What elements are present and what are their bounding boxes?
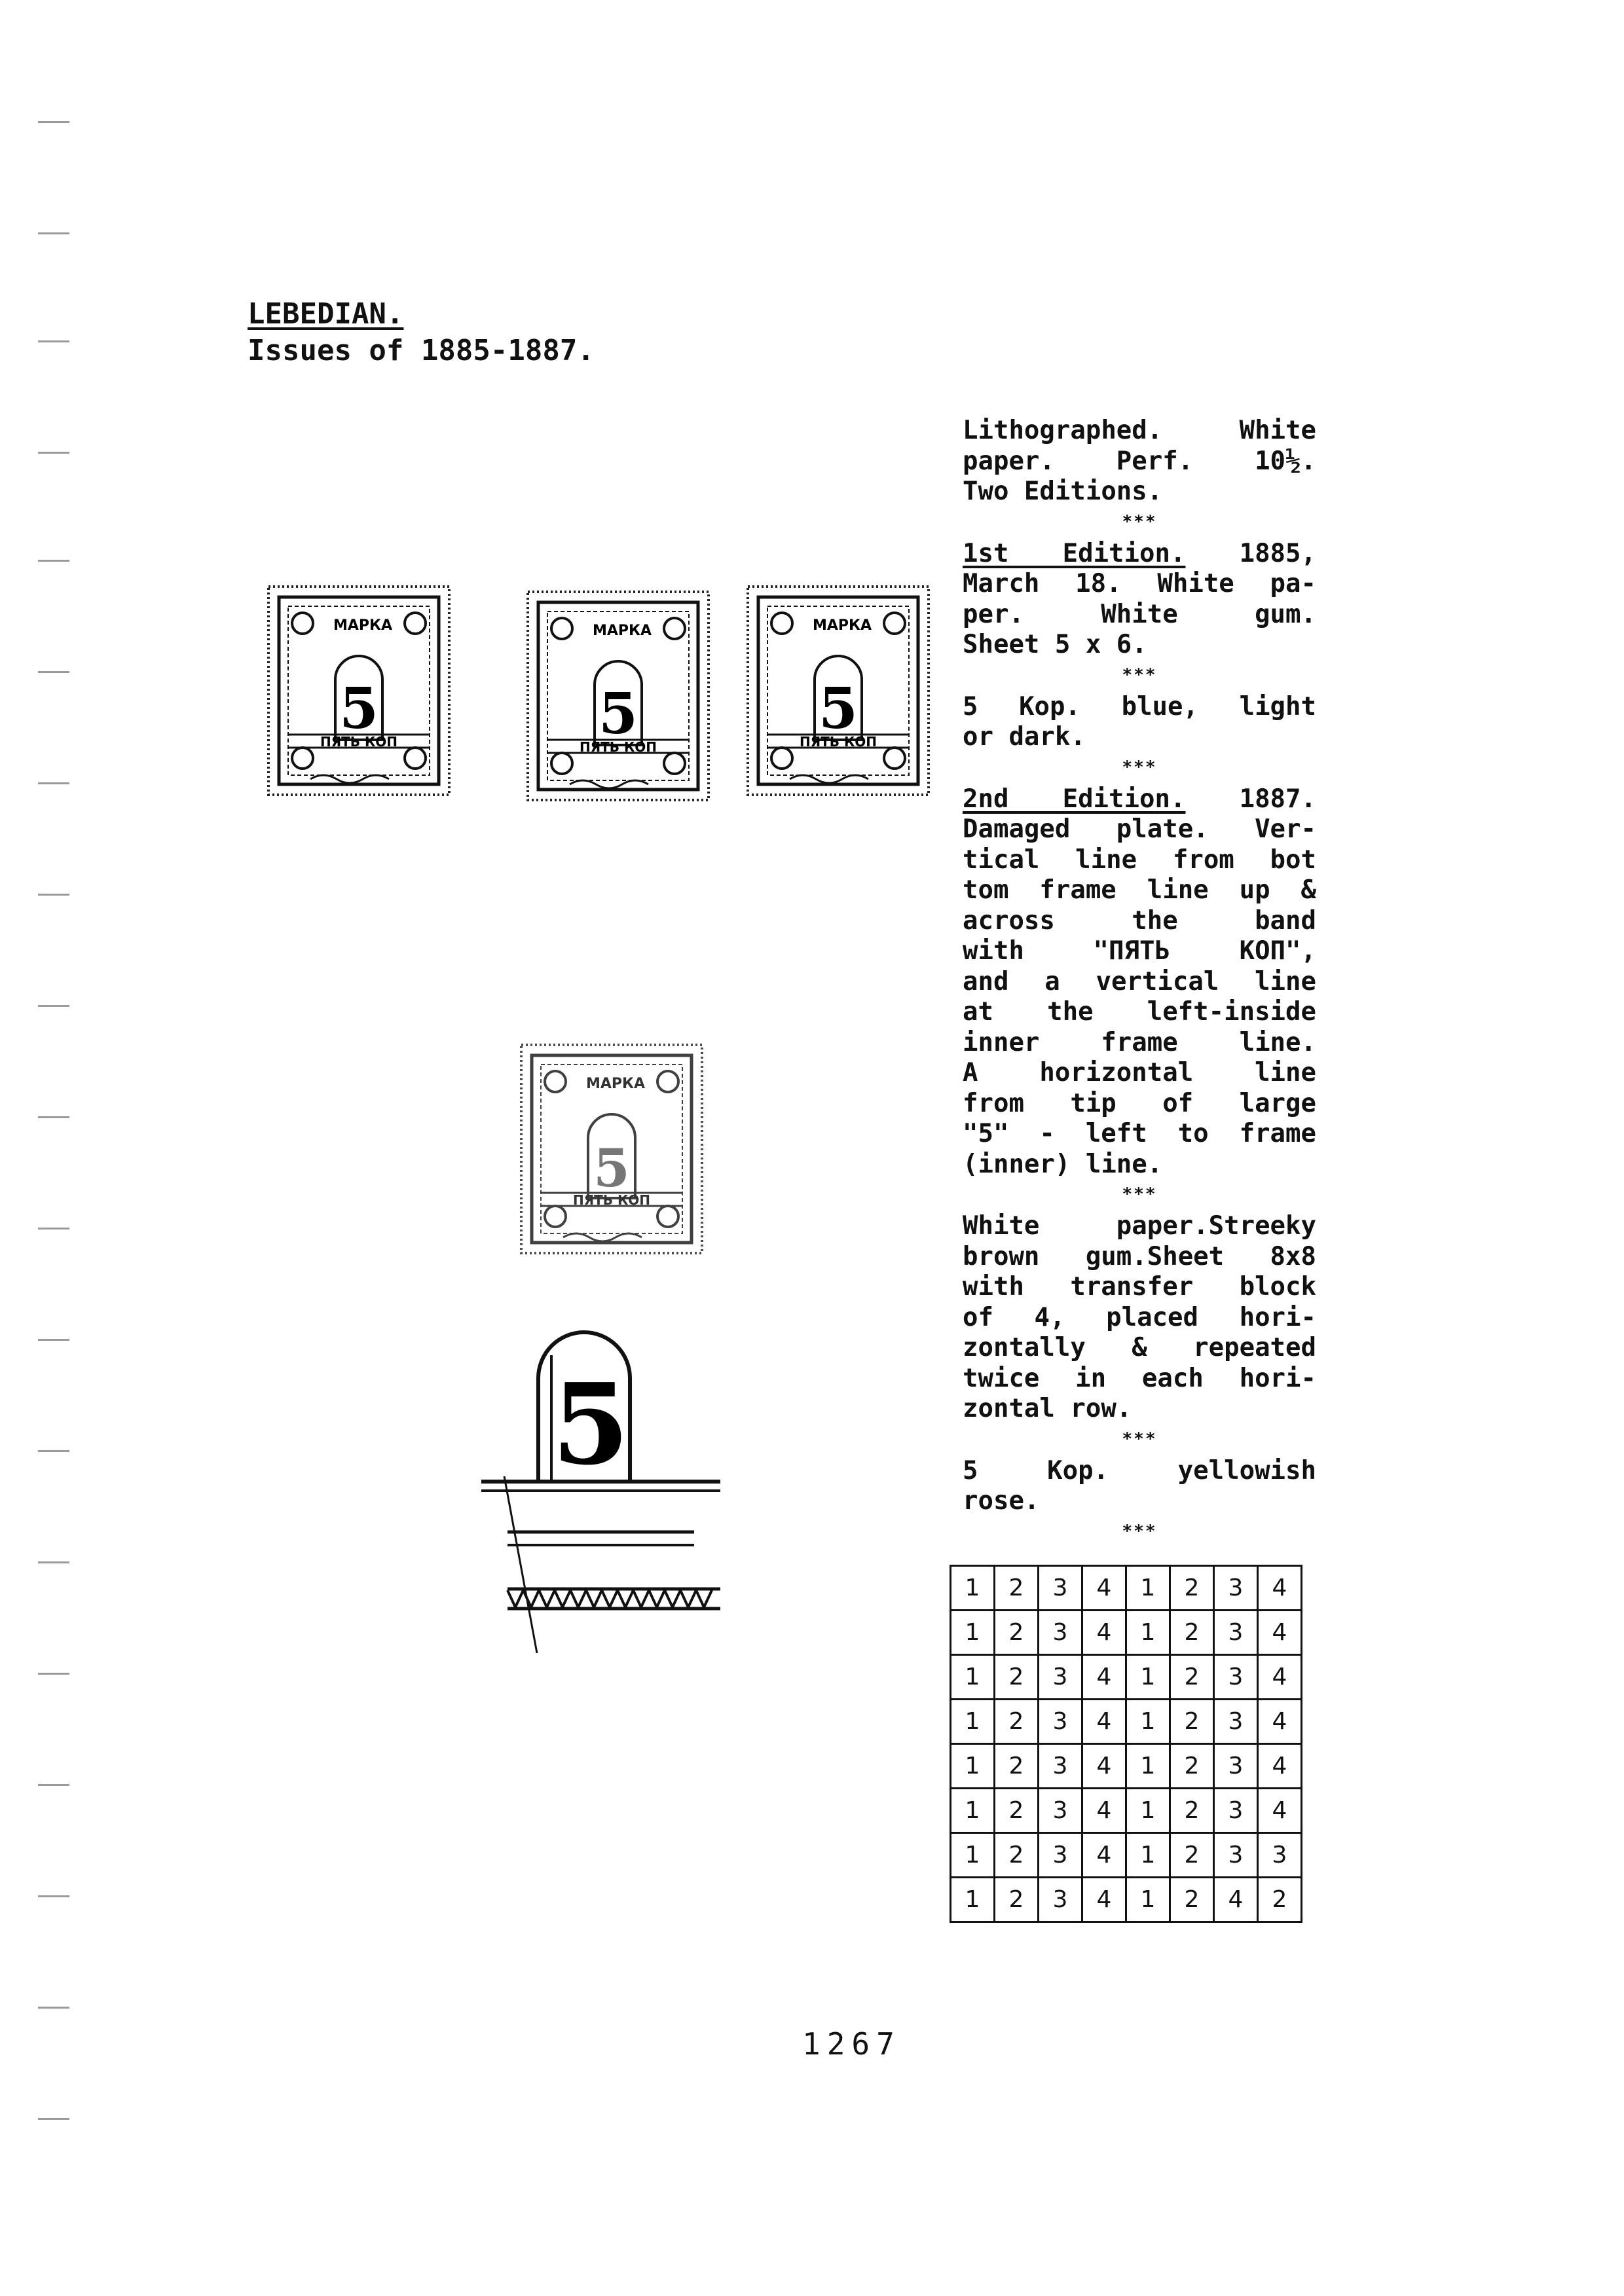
grid-row (951, 1611, 1302, 1655)
stamp-4-top-text: МАРКА (585, 1076, 646, 1092)
stamp-2 (524, 588, 714, 807)
grid-cell: 2 (995, 1789, 1039, 1833)
grid-cell: 3 (1039, 1833, 1082, 1878)
grid-cell: 2 (1170, 1833, 1214, 1878)
grid-cell: 3 (1039, 1744, 1082, 1789)
grid-cell: 2 (995, 1700, 1039, 1744)
grid-cell: 3 (1039, 1789, 1082, 1833)
heading-subtitle: Issues of 1885-1887. (248, 334, 595, 367)
grid-cell: 3 (1258, 1833, 1302, 1878)
grid-cell: 3 (1039, 1700, 1082, 1744)
grid-cell: 2 (1170, 1655, 1214, 1700)
grid-cell: 4 (1082, 1611, 1126, 1655)
ed1-year: 1885, (1185, 538, 1316, 568)
grid-cell: 2 (1170, 1878, 1214, 1922)
grid-cell: 3 (1214, 1700, 1258, 1744)
grid-cell: 4 (1082, 1878, 1126, 1922)
stamp-3-value: 5 (819, 676, 858, 742)
grid-cell: 4 (1082, 1566, 1126, 1611)
grid-cell: 4 (1258, 1700, 1302, 1744)
grid-cell: 2 (995, 1744, 1039, 1789)
grid-cell: 3 (1039, 1878, 1082, 1922)
ed2-line: inner frame line. (963, 1027, 1316, 1057)
ed1-line-3: Sheet 5 x 6. (963, 630, 1147, 659)
grid-row (951, 1789, 1302, 1833)
grid-cell: 2 (995, 1611, 1039, 1655)
grid-cell: 4 (1258, 1655, 1302, 1700)
grid-cell: 4 (1214, 1878, 1258, 1922)
kop5b-line-1: 5 Kop. yellowish (963, 1455, 1316, 1485)
grid-row (951, 1700, 1302, 1744)
grid-cell: 2 (1170, 1700, 1214, 1744)
paper-line: with transfer block (963, 1272, 1316, 1302)
stamp-3 (744, 583, 934, 801)
grid-cell: 2 (1258, 1878, 1302, 1922)
ed2-line: A horizontal line (963, 1058, 1316, 1087)
separator-stars: *** (1122, 1521, 1157, 1541)
ed1-line-1: March 18. White pa- (963, 569, 1316, 598)
grid-cell: 3 (1039, 1655, 1082, 1700)
grid-cell: 1 (951, 1833, 995, 1878)
grid-cell: 1 (951, 1611, 995, 1655)
grid-cell: 1 (1126, 1611, 1170, 1655)
ed2-line: at the left-inside (963, 997, 1316, 1027)
sheet-layout-grid (950, 1565, 1302, 1923)
intro-line-2: paper. Perf. 10½. (963, 446, 1316, 476)
grid-cell: 1 (1126, 1878, 1170, 1922)
ed2-line: tom frame line up & (963, 875, 1316, 905)
ed1-heading (963, 539, 1316, 570)
grid-row (951, 1878, 1302, 1922)
grid-cell: 4 (1082, 1744, 1126, 1789)
grid-cell: 2 (995, 1566, 1039, 1611)
ed2-line: with "ПЯТЬ КОП", (963, 936, 1316, 966)
grid-cell: 4 (1082, 1700, 1126, 1744)
grid-cell: 2 (1170, 1744, 1214, 1789)
ed2-heading (963, 784, 1316, 815)
kop5b-line-2: rose. (963, 1486, 1040, 1516)
grid-cell: 4 (1258, 1611, 1302, 1655)
ed2-line: and a vertical line (963, 966, 1316, 996)
grid-cell: 1 (1126, 1700, 1170, 1744)
grid-cell: 4 (1082, 1833, 1126, 1878)
grid-cell: 3 (1214, 1566, 1258, 1611)
grid-row (951, 1744, 1302, 1789)
grid-cell: 1 (1126, 1566, 1170, 1611)
kop5-line-2: or dark. (963, 722, 1086, 752)
intro-line-1: Lithographed. White (963, 416, 1316, 445)
stamp-3-bottom-text: ПЯТЬ КОП (799, 734, 877, 750)
grid-cell: 3 (1214, 1744, 1258, 1789)
stamp-3-top-text: МАРКА (812, 617, 872, 634)
grid-cell: 1 (1126, 1833, 1170, 1878)
page-heading (248, 296, 595, 369)
ed2-line: "5" - left to frame (963, 1119, 1316, 1148)
grid-cell: 4 (1082, 1655, 1126, 1700)
grid-cell: 3 (1214, 1789, 1258, 1833)
stamp-2-bottom-text: ПЯТЬ КОП (579, 739, 657, 755)
separator-stars: *** (1122, 1429, 1157, 1449)
stamp-1 (265, 583, 454, 801)
grid-cell: 2 (1170, 1611, 1214, 1655)
grid-cell: 2 (1170, 1566, 1214, 1611)
paper-line: White paper.Streeky (963, 1211, 1316, 1241)
grid-cell: 1 (951, 1566, 995, 1611)
page-number: 1267 (802, 2026, 901, 2062)
grid-cell: 1 (951, 1789, 995, 1833)
grid-cell: 2 (995, 1878, 1039, 1922)
separator-stars: *** (1122, 665, 1157, 685)
paper-line: zontally & repeated (963, 1333, 1316, 1362)
grid-cell: 1 (1126, 1744, 1170, 1789)
stamp-2-value: 5 (599, 681, 638, 747)
grid-cell: 4 (1082, 1789, 1126, 1833)
grid-cell: 2 (995, 1655, 1039, 1700)
grid-cell: 3 (1039, 1611, 1082, 1655)
grid-cell: 1 (951, 1700, 995, 1744)
stamp-1-bottom-text: ПЯТЬ КОП (320, 734, 398, 750)
grid-cell: 1 (1126, 1789, 1170, 1833)
grid-cell: 1 (951, 1655, 995, 1700)
ed2-label: 2nd Edition. (963, 784, 1186, 814)
stamp-1-top-text: МАРКА (333, 617, 393, 634)
stamp-2-top-text: МАРКА (592, 623, 652, 639)
ed2-line: across the band (963, 905, 1316, 936)
heading-title: LEBEDIAN. (248, 297, 404, 331)
description-column (963, 416, 1316, 1548)
paper-line: brown gum.Sheet 8x8 (963, 1241, 1316, 1271)
grid-row (951, 1833, 1302, 1878)
numeral-detail (478, 1326, 727, 1669)
grid-cell: 4 (1258, 1566, 1302, 1611)
separator-stars: *** (1122, 511, 1157, 532)
kop5-line-1: 5 Kop. blue, light (963, 691, 1316, 721)
grid-cell: 3 (1214, 1611, 1258, 1655)
ed2-line: tical line from bot (963, 845, 1316, 875)
stamp-4-value: 5 (593, 1137, 630, 1199)
grid-cell: 1 (951, 1878, 995, 1922)
ed2-line: from tip of large (963, 1088, 1316, 1118)
grid-cell: 2 (995, 1833, 1039, 1878)
grid-row (951, 1566, 1302, 1611)
stamp-damaged (517, 1041, 707, 1266)
intro-line-3: Two Editions. (963, 477, 1163, 506)
grid-cell: 3 (1214, 1833, 1258, 1878)
ed1-line-2: per. White gum. (963, 599, 1316, 629)
grid-cell: 4 (1258, 1744, 1302, 1789)
ed2-line: Damaged plate. Ver- (963, 814, 1316, 844)
ed2-year: 1887. (1185, 784, 1316, 814)
separator-stars: *** (1122, 1184, 1157, 1204)
grid-row (951, 1655, 1302, 1700)
separator-stars: *** (1122, 757, 1157, 777)
detail-numeral: 5 (551, 1359, 630, 1490)
grid-cell: 2 (1170, 1789, 1214, 1833)
ed1-label: 1st Edition. (963, 538, 1186, 568)
stamp-1-value: 5 (339, 676, 378, 742)
grid-cell: 4 (1258, 1789, 1302, 1833)
grid-cell: 3 (1039, 1566, 1082, 1611)
ed2-line: (inner) line. (963, 1149, 1163, 1179)
grid-cell: 1 (1126, 1655, 1170, 1700)
stamp-4-bottom-text: ПЯТЬ КОП (572, 1192, 651, 1208)
paper-line: zontal row. (963, 1394, 1132, 1423)
grid-cell: 1 (951, 1744, 995, 1789)
paper-line: of 4, placed hori- (963, 1302, 1316, 1332)
grid-cell: 3 (1214, 1655, 1258, 1700)
paper-line: twice in each hori- (963, 1363, 1316, 1393)
